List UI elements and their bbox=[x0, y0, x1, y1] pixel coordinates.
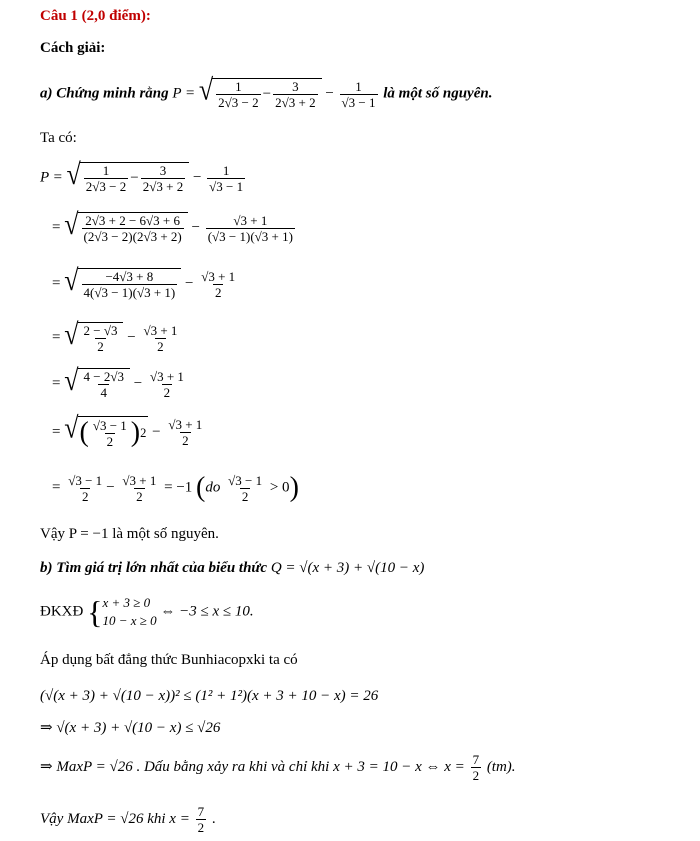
max-frac-num: 7 bbox=[472, 752, 480, 767]
method-heading: Cách giải: bbox=[40, 40, 106, 56]
l1-f1-den: 2√3 − 2 bbox=[85, 179, 127, 194]
l2-f2-den: (√3 − 1)(√3 + 1) bbox=[207, 228, 293, 244]
max-line-text: ⇒ MaxP = √26 . Dấu bằng xảy ra khi và chỉ khi x + 3 = 10 − x ⇔ x = bbox=[40, 758, 465, 775]
eq-sign: = bbox=[52, 423, 61, 440]
apply-text: Áp dụng bất đẳng thức Bunhiacopxki ta có bbox=[40, 652, 298, 668]
l1-f3-num: 1 bbox=[222, 162, 230, 178]
pa-f3-num: 1 bbox=[355, 78, 362, 94]
l7-f3-den: 2 bbox=[241, 488, 249, 504]
l6-f2-den: 2 bbox=[182, 433, 189, 448]
l7-result: = −1 bbox=[164, 479, 193, 496]
inequality-1: (√(x + 3) + √(10 − x))² ≤ (1² + 1²)(x + 3 + 10 − x) = 26 bbox=[40, 688, 379, 704]
derivation-line-2: = √ $\frac{2√3 + 2 - 6√3 + 6}{(2√3 - 2)(2√3 + 2)}$ − $\frac{√3 + 1}{(√3 - 1)(√3 + 1)}$ bbox=[52, 207, 293, 244]
question-header: Câu 1 (2,0 điểm): bbox=[40, 8, 151, 24]
final-conclusion bbox=[40, 804, 216, 835]
l7-gt: > 0 bbox=[269, 479, 290, 496]
l4-f1-den: 2 bbox=[97, 339, 104, 354]
l5-f2-den: 2 bbox=[163, 384, 171, 400]
l1-f3-den: √3 − 1 bbox=[209, 178, 244, 194]
final-frac-num: 7 bbox=[197, 804, 205, 819]
final-post: . bbox=[211, 810, 216, 827]
ta-co: Ta có: bbox=[40, 130, 77, 146]
pa-f1-num: 1 bbox=[235, 79, 242, 94]
l2-f2-num: √3 + 1 bbox=[233, 212, 268, 228]
l3-f1-den: 4(√3 − 1)(√3 + 1) bbox=[83, 285, 176, 300]
l3-f1-num: −4√3 + 8 bbox=[105, 269, 154, 284]
l5-f2-num: √3 + 1 bbox=[149, 368, 184, 384]
l2-f1-num: 2√3 + 2 − 6√3 + 6 bbox=[85, 213, 180, 228]
l7-f2-den: 2 bbox=[136, 488, 143, 504]
derivation-line-6: = √ ( $\frac{√3 - 1}{2}$ ) 2 − $\frac{√3 + 1}{2}$ bbox=[52, 411, 203, 449]
derivation-line-5: = √ $\frac{4 - 2√3}{4}$ − $\frac{√3 + 1}{2}$ bbox=[52, 363, 184, 400]
dkxd-result: ⇔ −3 ≤ x ≤ 10. bbox=[160, 603, 254, 620]
pa-f1-den: 2√3 − 2 bbox=[218, 95, 259, 110]
derivation-line-1: P = √ $\frac{1}{2√3 - 2}$ − $\frac{3}{2√3 + 2}$ − $\frac{1}{√3 - 1}$ bbox=[40, 157, 244, 194]
inequality-2: ⇒ √(x + 3) + √(10 − x) ≤ √26 bbox=[40, 720, 221, 736]
pa-f2-den: 2√3 + 2 bbox=[275, 95, 316, 110]
l1-f1-num: 1 bbox=[102, 163, 110, 178]
l4-f2-num: √3 + 1 bbox=[143, 322, 178, 338]
l1-f2-den: 2√3 + 2 bbox=[142, 179, 184, 194]
part-a-statement: a) Chứng minh rằng P = √ $\frac{1}{2√3 - 2}$ − $\frac{3}{2√3 + 2}$ − $\frac{1}{√3 - 1}$ là một số nguyên. bbox=[40, 73, 493, 110]
l2-f1-den: (2√3 − 2)(2√3 + 2) bbox=[83, 229, 182, 244]
eq-sign: = bbox=[52, 479, 61, 496]
part-b-label: b) Tìm giá trị lớn nhất của biểu thức bbox=[40, 560, 268, 576]
pa-f2-num: 3 bbox=[292, 79, 299, 94]
l6-f2-num: √3 + 1 bbox=[168, 417, 203, 432]
l4-f2-den: 2 bbox=[157, 338, 164, 354]
derivation-line-3: = √ $\frac{-4√3 + 8}{4(√3 - 1)(√3 + 1)}$ − $\frac{√3 + 1}{2}$ bbox=[52, 263, 236, 300]
conclusion-a: Vậy P = −1 là một số nguyên. bbox=[40, 526, 219, 542]
l7-f3-num: √3 − 1 bbox=[228, 472, 263, 488]
eq-sign: = bbox=[52, 275, 61, 292]
max-line-post: (tm). bbox=[486, 758, 516, 775]
derivation-line-7: = $\frac{√3 - 1}{2}$ − $\frac{√3 + 1}{2}$ = −1 (do $\frac{√3 - 1}{2}$ > 0) bbox=[52, 472, 299, 504]
eq-sign: = bbox=[52, 219, 61, 236]
max-frac-den: 2 bbox=[472, 768, 480, 783]
l5-f1-num: 4 − 2√3 bbox=[83, 369, 124, 384]
part-b-expr: Q = √(x + 3) + √(10 − x) bbox=[270, 560, 425, 576]
eq-sign: = bbox=[52, 329, 61, 346]
final-text: Vậy MaxP = √26 khi x = bbox=[40, 810, 190, 827]
l4-f1-num: 2 − √3 bbox=[83, 323, 118, 338]
eq-sign: = bbox=[52, 375, 61, 392]
part-a-label: a) Chứng minh rằng bbox=[40, 85, 169, 102]
l6-f1-num: √3 − 1 bbox=[92, 417, 127, 433]
l5-f1-den: 4 bbox=[100, 385, 107, 400]
part-a-suffix: là một số nguyên. bbox=[383, 85, 493, 102]
dkxd-label: ĐKXĐ bbox=[40, 603, 84, 620]
l7-f1-den: 2 bbox=[81, 488, 89, 504]
max-line bbox=[40, 752, 516, 783]
p-equals: P = bbox=[40, 169, 63, 186]
final-frac-den: 2 bbox=[197, 820, 205, 835]
l7-f1-num: √3 − 1 bbox=[68, 472, 103, 488]
derivation-line-4: = √ $\frac{2 - √3}{2}$ − $\frac{√3 + 1}{2}$ bbox=[52, 317, 178, 354]
l1-f2-num: 3 bbox=[159, 163, 167, 178]
dkxd-cond-2: 10 − x ≥ 0 bbox=[102, 613, 157, 628]
l7-do: do bbox=[205, 479, 221, 496]
l3-f2-den: 2 bbox=[214, 284, 222, 300]
l3-f2-num: √3 + 1 bbox=[201, 268, 236, 284]
dkxd-block: ĐKXĐ { x + 3 ≥ 0 10 − x ≥ 0 ⇔ −3 ≤ x ≤ 10. bbox=[40, 594, 254, 630]
dkxd-cond-1: x + 3 ≥ 0 bbox=[102, 595, 151, 610]
l7-f2-num: √3 + 1 bbox=[122, 472, 157, 488]
part-b-statement bbox=[40, 560, 424, 577]
l6-f1-den: 2 bbox=[106, 433, 114, 449]
pa-f3-den: √3 − 1 bbox=[341, 94, 376, 110]
